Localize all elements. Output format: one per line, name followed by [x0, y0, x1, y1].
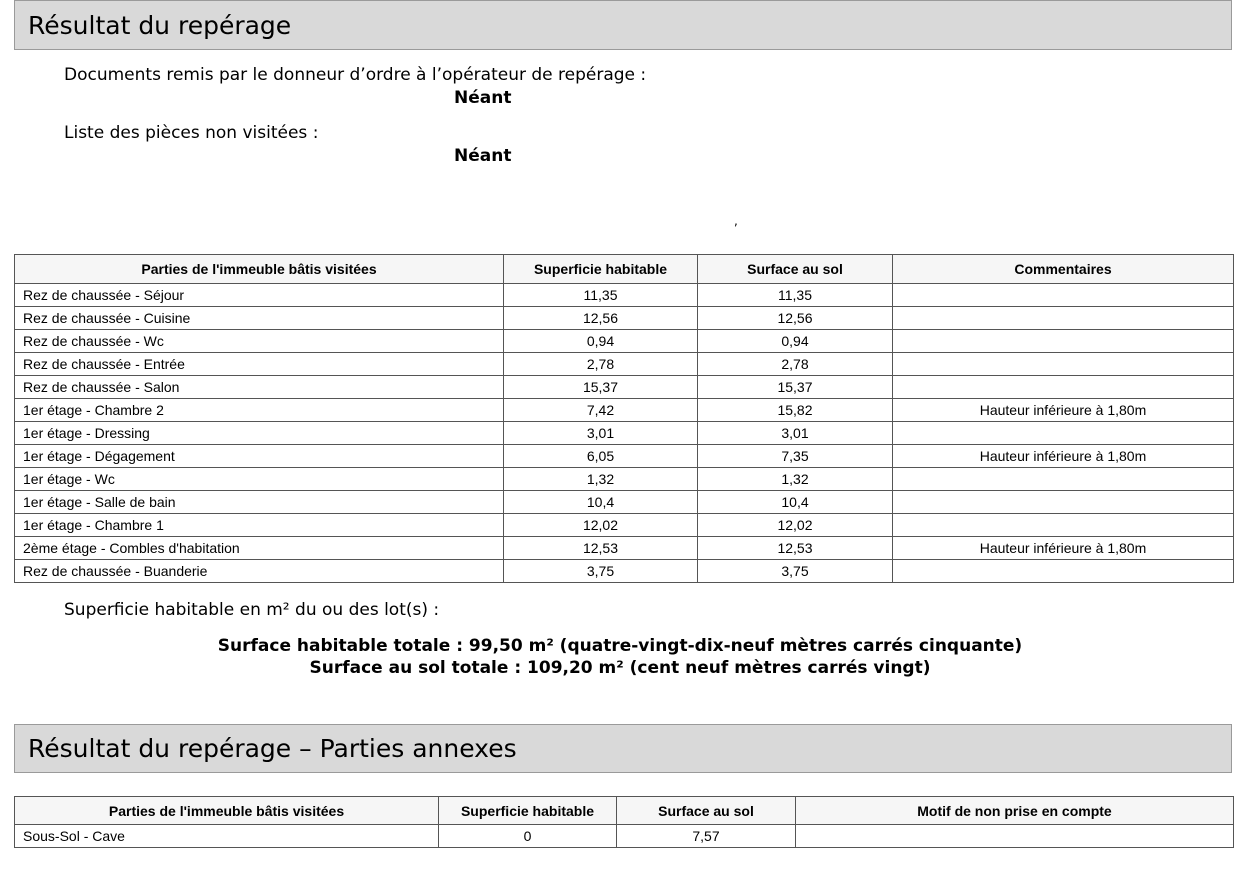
section-title: Résultat du repérage — [28, 10, 292, 40]
cell-commentaire — [893, 376, 1234, 399]
cell-partie: 1er étage - Dégagement — [15, 445, 504, 468]
table-row — [15, 491, 1234, 514]
cell-partie: Sous-Sol - Cave — [15, 825, 439, 848]
cell-surface-sol: 7,35 — [698, 445, 893, 468]
cell-superficie: 1,32 — [504, 468, 698, 491]
rooms-table — [14, 254, 1234, 583]
header-commentaires: Commentaires — [893, 255, 1234, 284]
cell-superficie: 12,53 — [504, 537, 698, 560]
header-surface-sol: Surface au sol — [698, 255, 893, 284]
table-row — [15, 307, 1234, 330]
table-row — [15, 468, 1234, 491]
cell-superficie: 3,75 — [504, 560, 698, 583]
section-header-resultat — [14, 0, 1232, 50]
total-habitable: Surface habitable totale : 99,50 m² (quatre-vingt-dix-neuf mètres carrés cinquante) — [217, 636, 1023, 656]
totals-block — [0, 635, 1240, 679]
cell-surface-sol: 10,4 — [698, 491, 893, 514]
cell-partie: Rez de chaussée - Entrée — [15, 353, 504, 376]
cell-superficie: 0 — [439, 825, 617, 848]
annexes-table — [14, 796, 1234, 848]
table-row — [15, 537, 1234, 560]
cell-commentaire — [893, 514, 1234, 537]
table-row — [15, 376, 1234, 399]
cell-partie: Rez de chaussée - Salon — [15, 376, 504, 399]
header-motif: Motif de non prise en compte — [796, 797, 1234, 825]
table-row — [15, 445, 1234, 468]
cell-commentaire — [893, 468, 1234, 491]
total-sol: Surface au sol totale : 109,20 m² (cent neuf mètres carrés vingt) — [309, 658, 931, 678]
table-row — [15, 560, 1234, 583]
cell-superficie: 12,56 — [504, 307, 698, 330]
table-row — [15, 514, 1234, 537]
cell-surface-sol: 15,82 — [698, 399, 893, 422]
cell-surface-sol: 2,78 — [698, 353, 893, 376]
cell-surface-sol: 1,32 — [698, 468, 893, 491]
cell-partie: Rez de chaussée - Buanderie — [15, 560, 504, 583]
cell-partie: 1er étage - Salle de bain — [15, 491, 504, 514]
cell-commentaire: Hauteur inférieure à 1,80m — [893, 445, 1234, 468]
table-row — [15, 353, 1234, 376]
cell-commentaire: Hauteur inférieure à 1,80m — [893, 537, 1234, 560]
cell-surface-sol: 11,35 — [698, 284, 893, 307]
cell-commentaire — [893, 353, 1234, 376]
documents-label: Documents remis par le donneur d’ordre à l’opérateur de repérage : — [64, 65, 647, 85]
cell-superficie: 6,05 — [504, 445, 698, 468]
cell-partie: 1er étage - Wc — [15, 468, 504, 491]
cell-commentaire — [893, 491, 1234, 514]
cell-partie: 2ème étage - Combles d'habitation — [15, 537, 504, 560]
cell-partie: Rez de chaussée - Wc — [15, 330, 504, 353]
cell-surface-sol: 12,02 — [698, 514, 893, 537]
cell-commentaire — [893, 284, 1234, 307]
table-row — [15, 399, 1234, 422]
section-header-annexes — [14, 724, 1232, 773]
header-superficie: Superficie habitable — [439, 797, 617, 825]
header-parties: Parties de l'immeuble bâtis visitées — [15, 255, 504, 284]
table-row — [15, 422, 1234, 445]
table-row — [15, 825, 1234, 848]
table-header-row — [15, 255, 1234, 284]
cell-surface-sol: 7,57 — [617, 825, 796, 848]
cell-partie: 1er étage - Chambre 2 — [15, 399, 504, 422]
table-row — [15, 284, 1234, 307]
cell-superficie: 3,01 — [504, 422, 698, 445]
cell-partie: Rez de chaussée - Séjour — [15, 284, 504, 307]
cell-surface-sol: 3,01 — [698, 422, 893, 445]
superficie-label: Superficie habitable en m² du ou des lot(s) : — [64, 600, 440, 620]
cell-commentaire — [893, 307, 1234, 330]
cell-partie: Rez de chaussée - Cuisine — [15, 307, 504, 330]
cell-superficie: 0,94 — [504, 330, 698, 353]
table-header-row — [15, 797, 1234, 825]
section-title: Résultat du repérage – Parties annexes — [28, 734, 517, 763]
cell-commentaire — [893, 422, 1234, 445]
cell-superficie: 10,4 — [504, 491, 698, 514]
non-visited-label: Liste des pièces non visitées : — [64, 123, 319, 143]
header-surface-sol: Surface au sol — [617, 797, 796, 825]
cell-commentaire: Hauteur inférieure à 1,80m — [893, 399, 1234, 422]
cell-commentaire — [893, 330, 1234, 353]
header-superficie: Superficie habitable — [504, 255, 698, 284]
cell-commentaire — [796, 825, 1234, 848]
non-visited-value: Néant — [454, 146, 512, 166]
cell-surface-sol: 0,94 — [698, 330, 893, 353]
documents-value: Néant — [454, 88, 512, 108]
cell-superficie: 11,35 — [504, 284, 698, 307]
cell-partie: 1er étage - Dressing — [15, 422, 504, 445]
cell-superficie: 12,02 — [504, 514, 698, 537]
stray-mark: , — [734, 214, 738, 228]
cell-superficie: 7,42 — [504, 399, 698, 422]
cell-commentaire — [893, 560, 1234, 583]
cell-partie: 1er étage - Chambre 1 — [15, 514, 504, 537]
cell-superficie: 15,37 — [504, 376, 698, 399]
cell-surface-sol: 3,75 — [698, 560, 893, 583]
table-row — [15, 330, 1234, 353]
header-parties: Parties de l'immeuble bâtis visitées — [15, 797, 439, 825]
cell-surface-sol: 12,56 — [698, 307, 893, 330]
cell-superficie: 2,78 — [504, 353, 698, 376]
cell-surface-sol: 12,53 — [698, 537, 893, 560]
cell-surface-sol: 15,37 — [698, 376, 893, 399]
